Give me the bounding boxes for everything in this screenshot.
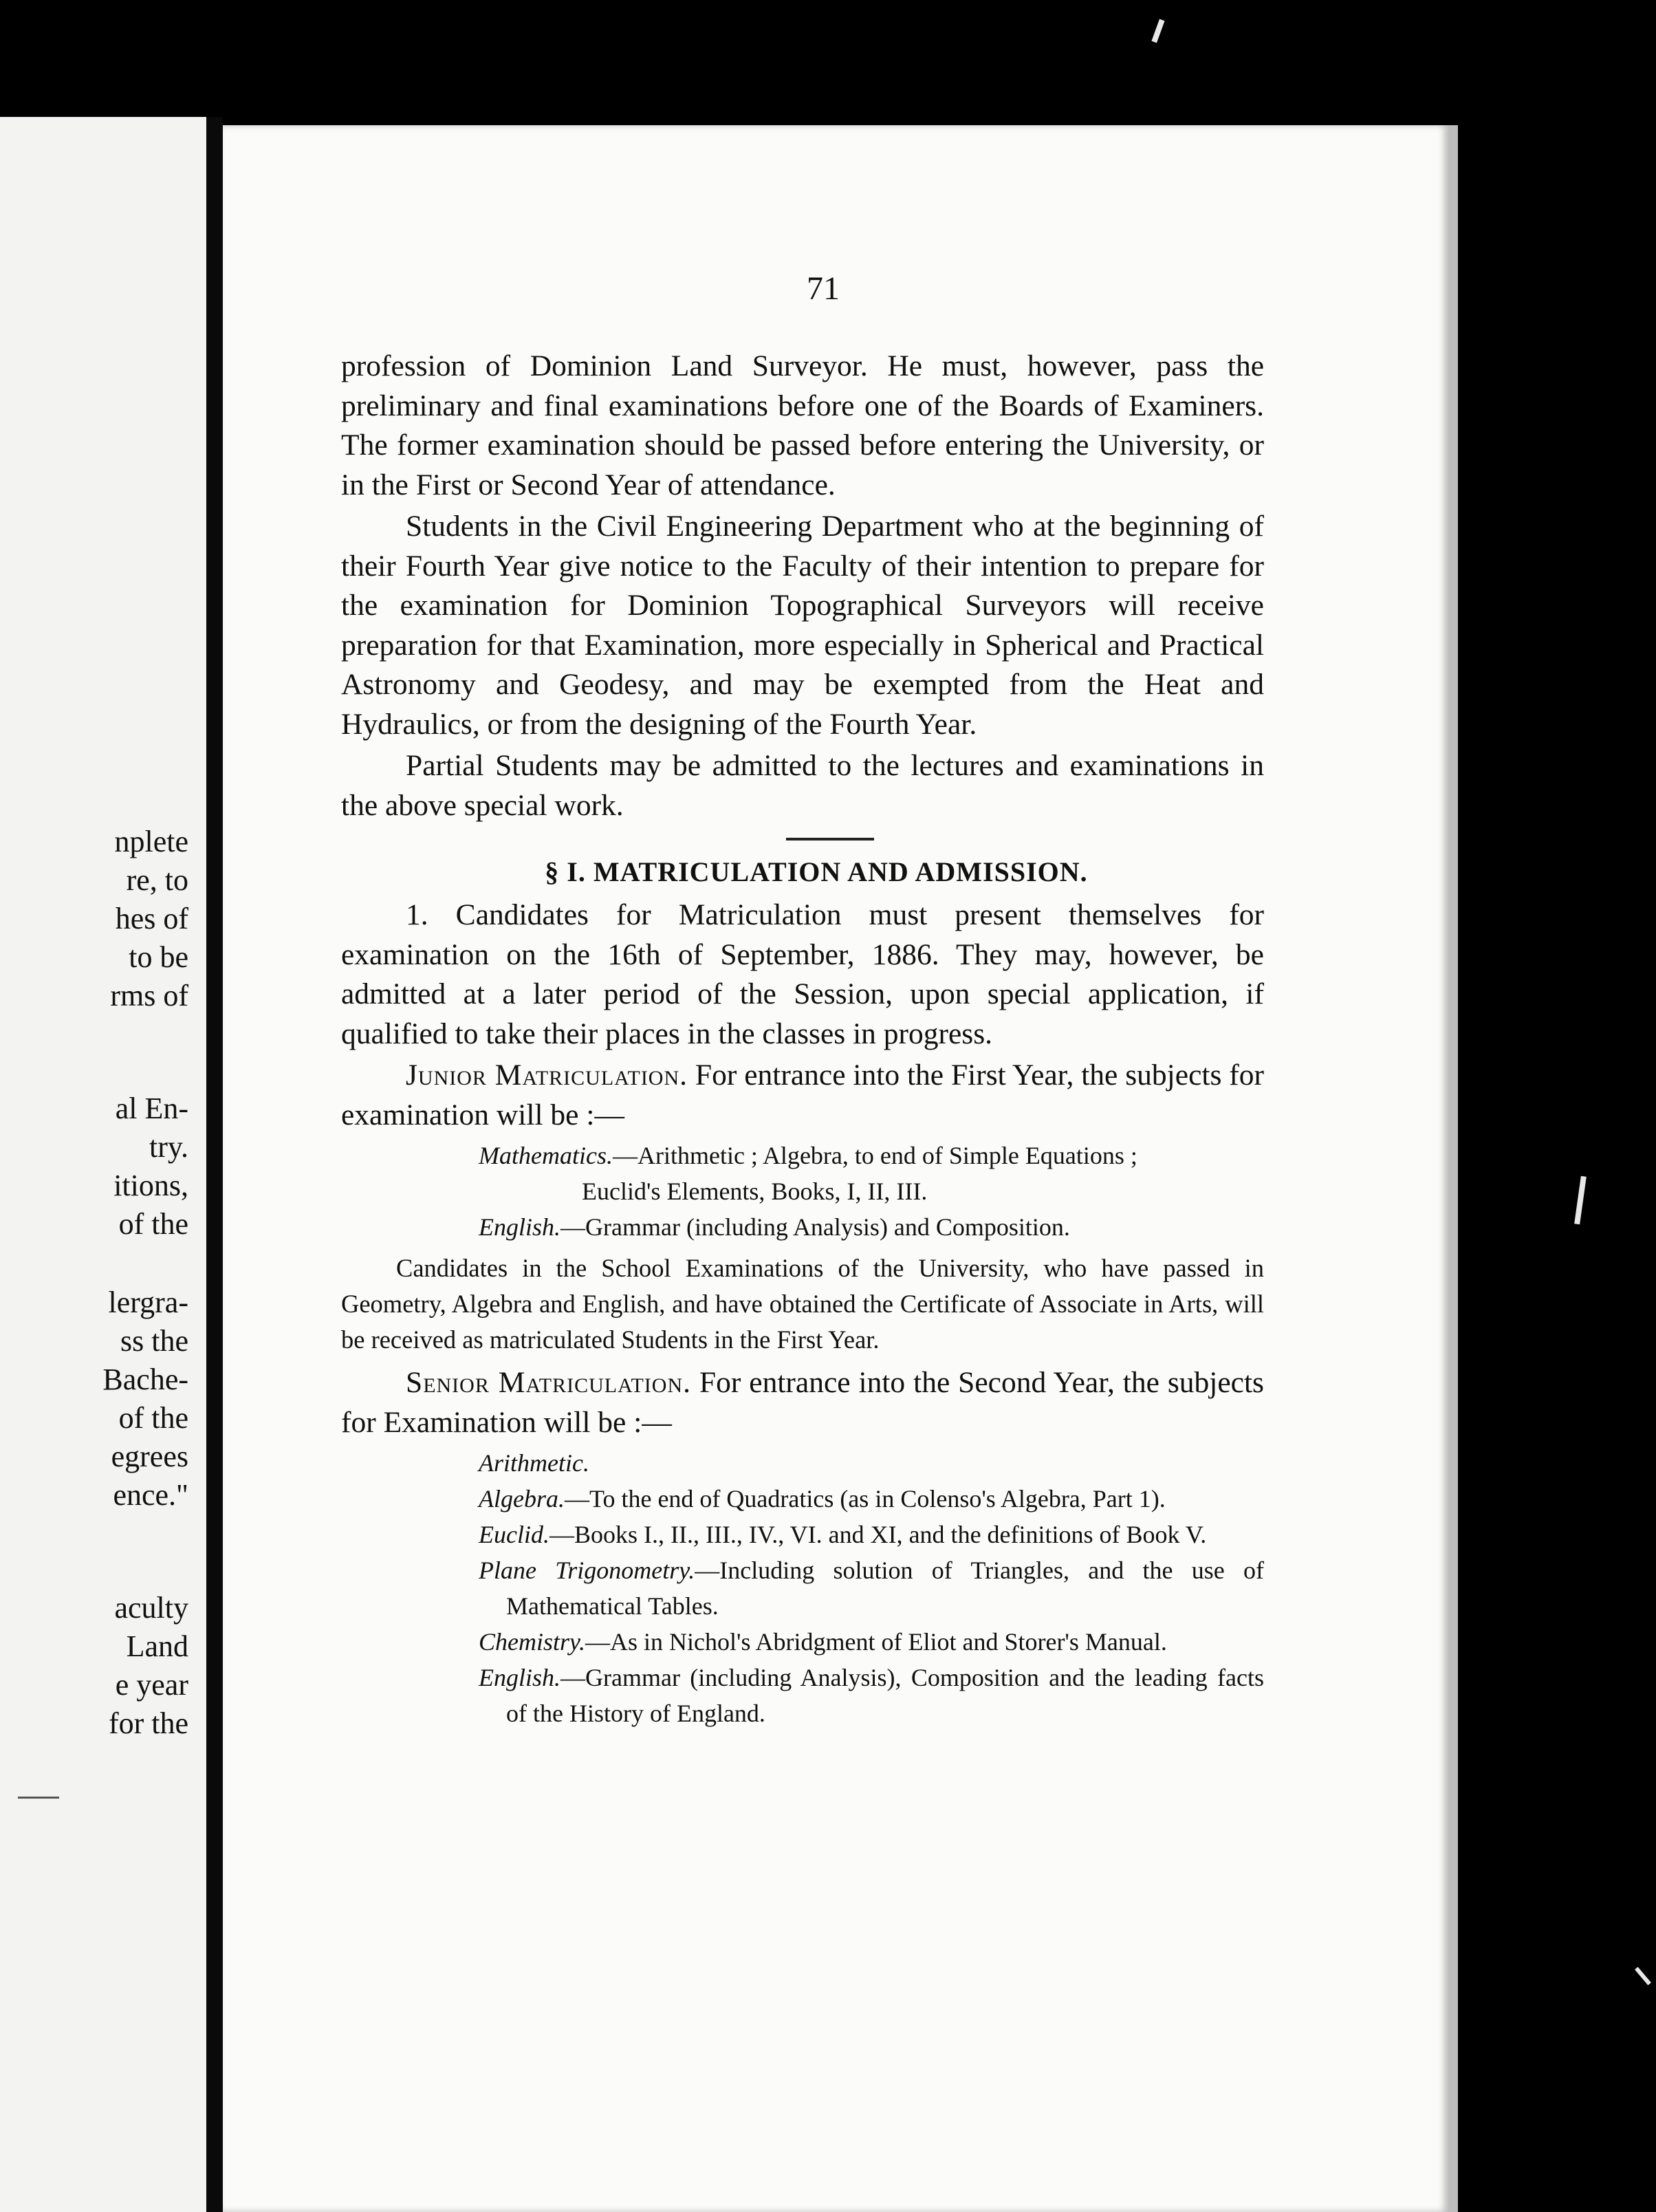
section-heading: § I. MATRICULATION AND ADMISSION. — [545, 856, 1088, 887]
junior-matriculation-paragraph — [341, 1056, 1264, 1135]
subject-name: Algebra. — [479, 1485, 565, 1512]
scan-speck — [1574, 1176, 1587, 1224]
subject-item — [479, 1517, 1264, 1552]
senior-matriculation-paragraph — [341, 1363, 1264, 1442]
subject-item — [479, 1481, 1264, 1517]
subject-item — [479, 1445, 1264, 1481]
left-page-fragment: for the — [108, 1706, 188, 1740]
page-gutter — [206, 117, 223, 2212]
page-number: 71 — [807, 270, 840, 307]
left-page-fragment: Land — [126, 1629, 188, 1663]
subject-desc: —Grammar (including Analysis), Composition and the leading facts of the History of England. — [506, 1664, 1264, 1727]
left-facing-page — [0, 117, 206, 2212]
junior-note: Candidates in the School Examinations of the University, who have passed in Geometry, Algebra and English, and have obtained the Certificate of Associate in Arts, will be received as matriculated Students in the First Year. — [341, 1254, 1264, 1354]
subject-name: Plane Trigonometry. — [479, 1557, 695, 1584]
subject-name: English. — [479, 1213, 561, 1241]
left-page-fragment: lergra- — [108, 1286, 188, 1319]
paragraph: Students in the Civil Engineering Department who at the beginning of their Fourth Year give notice to the Faculty of their intention to prepare for the examination for Dominion Topographical Surveyors will receive preparation for that Examination, more especially in Spherical and Practical Astronomy and Geodesy, and may be exempted from the Heat and Hydraulics, or from the designing of the Fourth Year. — [341, 510, 1264, 741]
subject-name: Chemistry. — [479, 1628, 586, 1656]
left-page-fragment: hes of — [115, 902, 188, 935]
left-page-fragment: itions, — [113, 1169, 188, 1202]
left-page-fragment: ss the — [120, 1324, 188, 1358]
left-page-fragment: of the — [118, 1401, 188, 1435]
left-page-fragment: e year — [115, 1668, 188, 1702]
scan-speck — [1151, 19, 1164, 43]
subject-item — [479, 1660, 1264, 1731]
left-page-fragment: try. — [149, 1130, 188, 1164]
subject-name: Euclid. — [479, 1521, 549, 1548]
subject-item — [479, 1138, 1264, 1173]
subject-name: Mathematics. — [479, 1142, 613, 1169]
subject-item — [479, 1209, 1264, 1245]
admission-paragraph: 1. Candidates for Matriculation must present themselves for examination on the 16th of September, 1886. They may, however, be admitted at a later period of the Session, upon special application, if qualified to take their places in the classes in progress. — [341, 898, 1264, 1050]
left-page-fragment: rms of — [110, 979, 188, 1012]
subject-desc: Euclid's Elements, Books, I, II, III. — [582, 1178, 928, 1205]
subject-desc: —To the end of Quadratics (as in Colenso's Algebra, Part 1). — [564, 1485, 1166, 1512]
subject-desc: —Including solution of Triangles, and the use of Mathematical Tables. — [506, 1557, 1264, 1620]
junior-matriculation-text: For entrance into the First Year, the subjects for examination will be :— — [341, 1059, 1264, 1131]
section-rule — [786, 838, 874, 841]
left-page-fragment: of the — [118, 1207, 188, 1241]
page-content — [341, 268, 1264, 1737]
left-page-fragment: egrees — [111, 1440, 188, 1473]
junior-subject-list — [479, 1138, 1264, 1245]
left-page-fragment: ence." — [113, 1478, 188, 1512]
left-page-fragment: to be — [129, 940, 188, 974]
subject-item — [479, 1624, 1264, 1660]
paragraph: Partial Students may be admitted to the lectures and examinations in the above special work. — [341, 749, 1264, 822]
left-page-fragment: re, to — [126, 863, 188, 897]
subject-desc: —Books I., II., III., IV., VI. and XI, and the definitions of Book V. — [549, 1521, 1207, 1548]
senior-matriculation-text: For entrance into the Second Year, the subjects for Examination will be :— — [341, 1366, 1264, 1439]
senior-subject-list — [479, 1445, 1264, 1731]
subject-desc: —Arithmetic ; Algebra, to end of Simple Equations ; — [612, 1142, 1137, 1169]
paragraph: profession of Dominion Land Surveyor. He must, however, pass the preliminary and final examinations before one of the Boards of Examiners. The former examination should be passed before entering the University, or in the First or Second Year of attendance. — [341, 349, 1264, 501]
junior-matriculation-heading: Junior Matriculation. — [406, 1059, 688, 1092]
left-page-fragment: aculty — [114, 1591, 188, 1625]
subject-desc: —As in Nichol's Abridgment of Eliot and Storer's Manual. — [585, 1628, 1167, 1656]
subject-name: Arithmetic. — [479, 1449, 589, 1477]
left-page-dash — [18, 1797, 59, 1799]
senior-matriculation-heading: Senior Matriculation. — [406, 1366, 691, 1399]
subject-item — [479, 1552, 1264, 1624]
page-edge — [1448, 125, 1458, 2212]
left-page-fragment: Bache- — [102, 1363, 188, 1396]
subject-item — [479, 1173, 1264, 1209]
left-page-fragment: al En- — [115, 1092, 188, 1125]
scan-speck — [1635, 1967, 1651, 1986]
left-page-fragment: nplete — [114, 825, 188, 858]
subject-desc: —Grammar (including Analysis) and Composition. — [560, 1213, 1070, 1241]
subject-name: English. — [479, 1664, 561, 1691]
